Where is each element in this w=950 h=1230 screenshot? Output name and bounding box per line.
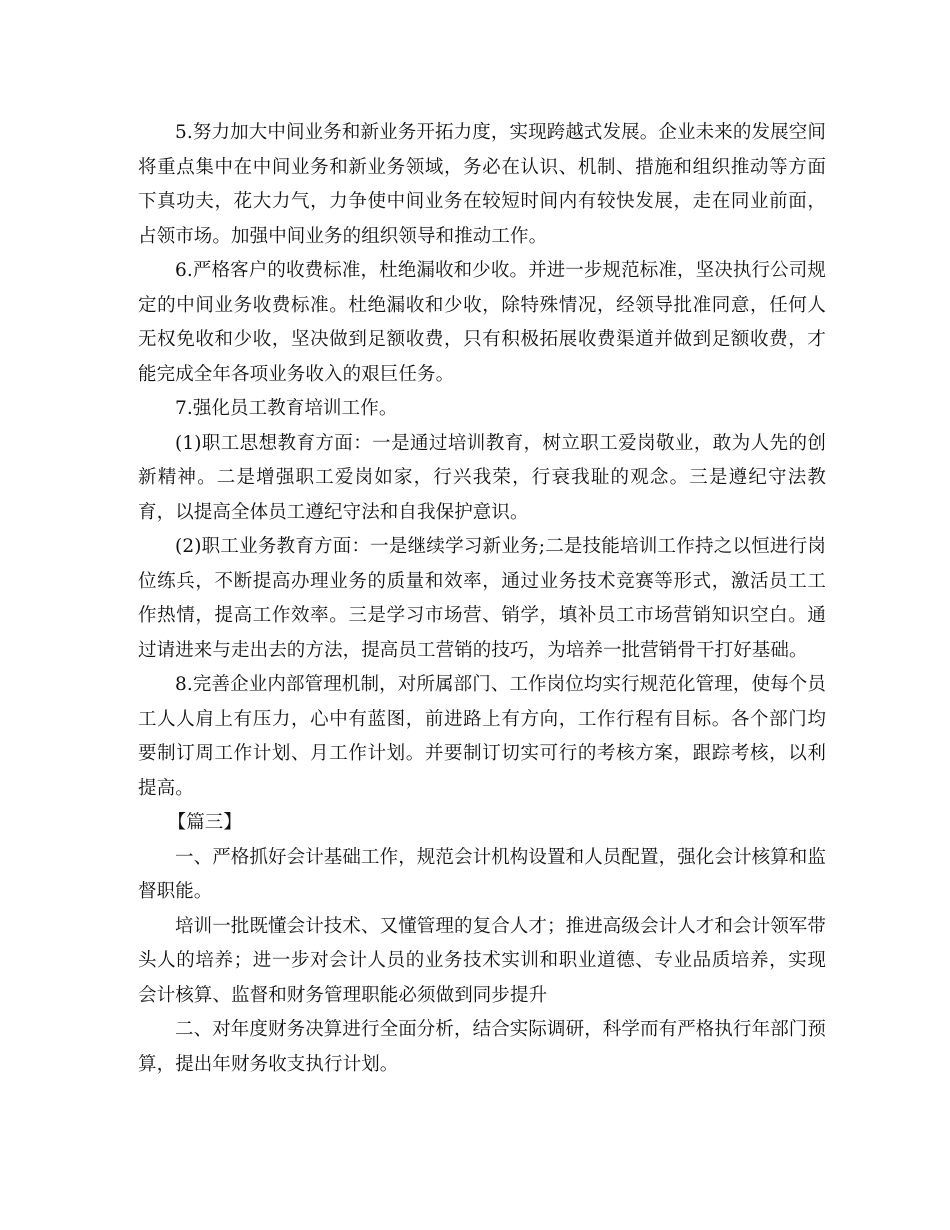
paragraph-item-7-1: (1)职工思想教育方面：一是通过培训教育，树立职工爱岗敬业，敢为人先的创新精神。二是增强职工爱岗如家，行兴我荣，行衰我耻的观念。三是遵纪守法教育，以提高全体员工遵纪守法和自我保护意识。 [138,432,826,523]
document-body [138,116,826,1082]
section-heading: 【篇三】 [167,812,242,833]
paragraph-item-5: 5.努力加大中间业务和新业务开拓力度，实现跨越式发展。企业未来的发展空间将重点集中在中间业务和新业务领域，务必在认识、机制、措施和组织推动等方面下真功夫，花大力气，力争使中间业务在较短时间内有较快发展，走在同业前面，占领市场。加强中间业务的组织领导和推动工作。 [138,122,826,247]
paragraph-section3-training: 培训一批既懂会计技术、又懂管理的复合人才；推进高级会计人才和会计领军带头人的培养；进一步对会计人员的业务技术实训和职业道德、专业品质培养，实现会计核算、监督和财务管理职能必须做到同步提升 [138,915,827,1006]
paragraph-item-7-2: (2)职工业务教育方面：一是继续学习新业务;二是技能培训工作持之以恒进行岗位练兵，不断提高办理业务的质量和效率，通过业务技术竞赛等形式，激活员工工作热情，提高工作效率。三是学习市场营、销学，填补员工市场营销知识空白。通过请进来与走出去的方法，提高员工营销的技巧，为培养一批营销骨干打好基础。 [138,536,826,661]
paragraph-item-6: 6.严格客户的收费标准，杜绝漏收和少收。并进一步规范标准，坚决执行公司规定的中间业务收费标准。杜绝漏收和少收，除特殊情况，经领导批准同意，任何人无权免收和少收，坚决做到足额收费，只有积极拓展收费渠道并做到足额收费，才能完成全年各项业务收入的艰巨任务。 [138,260,826,385]
paragraph-section3-1: 一、严格抓好会计基础工作，规范会计机构设置和人员配置，强化会计核算和监督职能。 [138,846,827,902]
paragraph-section3-2: 二、对年度财务决算进行全面分析，结合实际调研，科学而有严格执行年部门预算，提出年财务收支执行计划。 [138,1019,827,1075]
paragraph-item-8: 8.完善企业内部管理机制，对所属部门、工作岗位均实行规范化管理，使每个员工人人肩上有压力，心中有蓝图，前进路上有方向，工作行程有目标。各个部门均要制订周工作计划、月工作计划。并要制订切实可行的考核方案，跟踪考核，以利提高。 [138,674,826,799]
paragraph-item-7: 7.强化员工教育培训工作。 [175,398,398,419]
